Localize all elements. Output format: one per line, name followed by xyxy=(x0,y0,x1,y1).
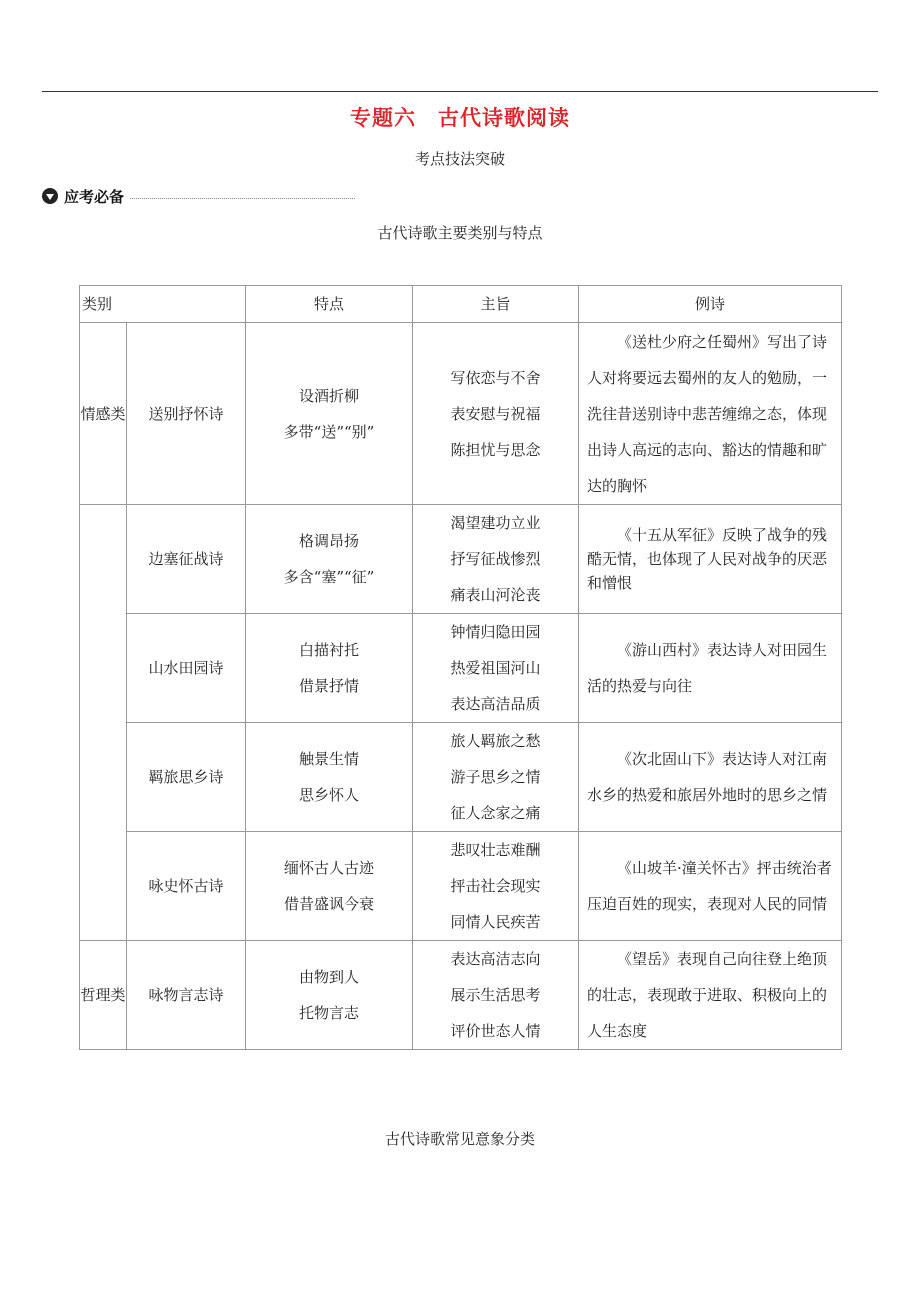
theme-line: 痛表山河沦丧 xyxy=(450,586,541,604)
theme-line: 悲叹壮志难酬 xyxy=(450,841,541,859)
type-cell: 山水田园诗 xyxy=(127,614,246,723)
theme-line: 写依恋与不舍 xyxy=(450,368,541,387)
themes-cell xyxy=(413,323,579,505)
themes-cell xyxy=(413,614,579,723)
example-cell: 《次北固山下》表达诗人对江南水乡的热爱和旅居外地时的思乡之情 xyxy=(579,723,842,832)
theme-line: 抨击社会现实 xyxy=(450,877,541,895)
table-row xyxy=(80,832,842,941)
theme-line: 热爱祖国河山 xyxy=(450,659,541,677)
theme-line: 游子思乡之情 xyxy=(450,768,541,786)
theme-line: 抒写征战惨烈 xyxy=(450,550,541,568)
theme-line: 渴望建功立业 xyxy=(450,514,541,532)
type-cell: 咏物言志诗 xyxy=(127,941,246,1050)
top-rule xyxy=(42,91,878,92)
feature-line: 缅怀古人古迹 xyxy=(284,859,375,877)
themes-cell xyxy=(413,723,579,832)
poetry-categories-table xyxy=(79,285,842,1050)
themes-cell xyxy=(413,505,579,614)
feature-line: 触景生情 xyxy=(299,750,360,768)
theme-line: 表达高洁品质 xyxy=(450,695,541,713)
type-cell: 咏史怀古诗 xyxy=(127,832,246,941)
example-cell: 《送杜少府之任蜀州》写出了诗人对将要远去蜀州的友人的勉励，一洗往昔送别诗中悲苦缠绵之态，体现出诗人高远的志向、豁达的情趣和旷达的胸怀 xyxy=(579,323,842,505)
features-cell xyxy=(246,832,413,941)
feature-line: 托物言志 xyxy=(299,1004,360,1022)
title-part-2: 古代诗歌阅读 xyxy=(438,106,570,130)
table-row xyxy=(80,941,842,1050)
features-cell xyxy=(246,723,413,832)
type-cell: 送别抒怀诗 xyxy=(127,323,246,505)
features-cell xyxy=(246,323,413,505)
feature-line: 由物到人 xyxy=(299,968,360,986)
page-title xyxy=(0,102,920,132)
themes-cell xyxy=(413,832,579,941)
features-cell xyxy=(246,941,413,1050)
type-cell: 边塞征战诗 xyxy=(127,505,246,614)
table-row xyxy=(80,723,842,832)
feature-line: 思乡怀人 xyxy=(299,786,360,804)
header-example: 例诗 xyxy=(579,286,842,323)
feature-line: 设酒折柳 xyxy=(299,386,360,405)
theme-line: 陈担忧与思念 xyxy=(450,440,541,459)
theme-line: 表达高洁志向 xyxy=(450,950,541,968)
category-cell xyxy=(80,505,127,941)
theme-line: 同情人民疾苦 xyxy=(450,913,541,931)
feature-line: 借景抒情 xyxy=(299,677,360,695)
theme-line: 钟情归隐田园 xyxy=(450,623,541,641)
section-dotted-leader xyxy=(130,198,355,199)
header-features: 特点 xyxy=(246,286,413,323)
feature-line: 格调昂扬 xyxy=(299,532,360,550)
title-part-1: 专题六 xyxy=(350,106,416,130)
feature-line: 多含“塞”“征” xyxy=(283,568,375,586)
section-header xyxy=(42,185,878,207)
page-subtitle: 考点技法突破 xyxy=(414,150,505,168)
down-triangle-circle-icon xyxy=(42,188,58,204)
theme-line: 评价世态人情 xyxy=(450,1022,541,1040)
section-label: 应考必备 xyxy=(64,187,125,206)
table-row xyxy=(80,614,842,723)
example-cell: 《山坡羊·潼关怀古》抨击统治者压迫百姓的现实，表现对人民的同情 xyxy=(579,832,842,941)
feature-line: 多带“送”“别” xyxy=(283,422,375,441)
table-caption: 古代诗歌主要类别与特点 xyxy=(377,224,543,242)
table-header-row xyxy=(80,286,842,323)
header-category: 类别 xyxy=(80,286,246,323)
category-cell: 情感类 xyxy=(80,323,127,505)
example-cell: 《望岳》表现自己向往登上绝顶的壮志，表现敢于进取、积极向上的人生态度 xyxy=(579,941,842,1050)
table-row xyxy=(80,323,842,505)
example-cell: 《十五从军征》反映了战争的残酷无情，也体现了人民对战争的厌恶和憎恨 xyxy=(579,505,842,614)
type-cell: 羁旅思乡诗 xyxy=(127,723,246,832)
category-cell: 哲理类 xyxy=(80,941,127,1050)
features-cell xyxy=(246,505,413,614)
theme-line: 旅人羁旅之愁 xyxy=(450,732,541,750)
example-cell: 《游山西村》表达诗人对田园生活的热爱与向往 xyxy=(579,614,842,723)
theme-line: 展示生活思考 xyxy=(450,986,541,1004)
theme-line: 征人念家之痛 xyxy=(450,804,541,822)
themes-cell xyxy=(413,941,579,1050)
table-row xyxy=(80,505,842,614)
feature-line: 借昔盛讽今衰 xyxy=(284,895,375,913)
header-themes: 主旨 xyxy=(413,286,579,323)
feature-line: 白描衬托 xyxy=(299,641,360,659)
theme-line: 表安慰与祝福 xyxy=(450,404,541,423)
features-cell xyxy=(246,614,413,723)
second-caption: 古代诗歌常见意象分类 xyxy=(384,1130,535,1148)
